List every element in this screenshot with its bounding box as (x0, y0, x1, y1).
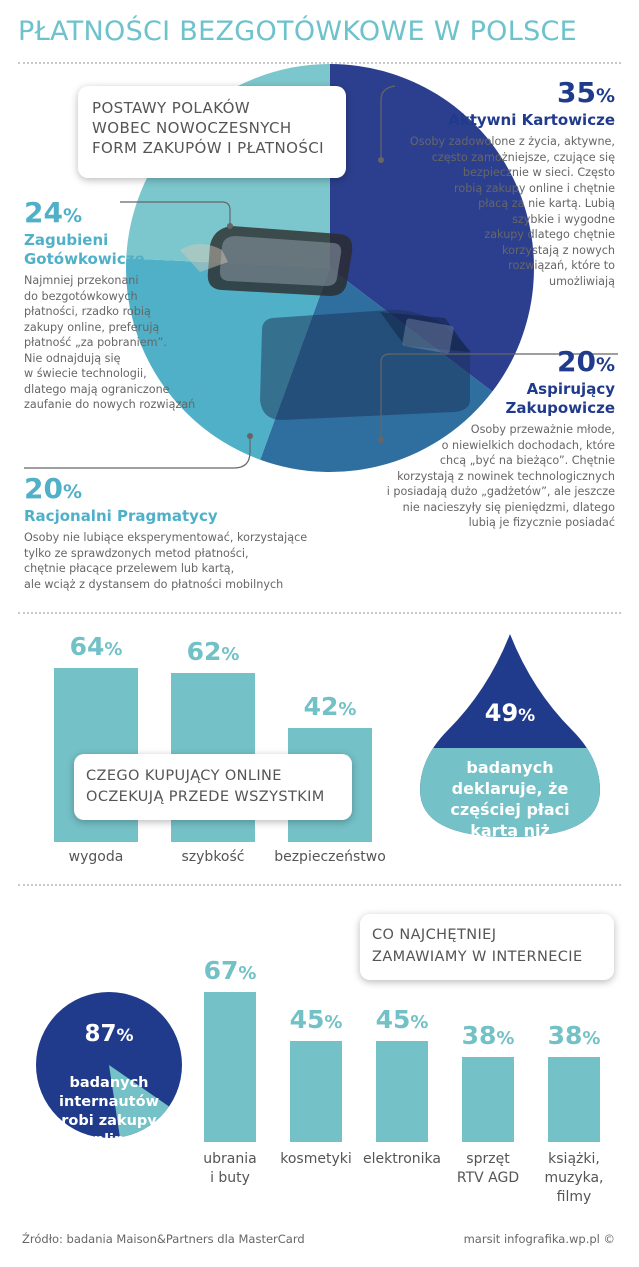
circle-caption: badanych internautów robi zakupy online (59, 1075, 159, 1148)
bar (376, 1041, 428, 1142)
segment-active-card-users (375, 76, 615, 289)
bar-category-label: szybkość (181, 849, 245, 865)
orders-bar-chart (0, 940, 639, 1230)
divider-2 (18, 884, 621, 886)
segment-description: Osoby przeważnie młode, o niewielkich dochodach, które chcą „być na bieżąco”. Chętnie korzystają z nowinek technologicznych i posiadają dużo „gadżetów”, ale jeszcze nie nacieszyły się pieniędzmi, dlatego lubią je fizycznie posiadać (386, 423, 615, 529)
circle-pct: 87% (84, 1021, 134, 1047)
pct-value: 20% (24, 472, 83, 505)
bar-category-label: sprzęt RTV AGD (456, 1151, 520, 1186)
attitudes-box: POSTAWY POLAKÓW WOBEC NOWOCZESNYCH FORM ZAKUPÓW I PŁATNOŚCI (78, 86, 346, 178)
pct-value: 35% (556, 76, 615, 109)
bar-category-label: wygoda (68, 849, 124, 865)
segment-lost-cash-users (24, 196, 224, 413)
bar-category-label: bezpieczeństwo (274, 849, 386, 865)
bar (290, 1041, 342, 1142)
bar-value-label: 38% (547, 1020, 601, 1050)
bar-value-label: 64% (69, 632, 123, 661)
drop-text (412, 678, 608, 883)
bar-category-label: książki, muzyka, filmy (544, 1151, 604, 1205)
bar-value-label: 45% (375, 1005, 429, 1035)
bar-value-label: 62% (186, 637, 240, 667)
segment-rational-pragmatists (24, 472, 344, 592)
bar (462, 1057, 514, 1142)
segment-description: Osoby nie lubiące eksperymentować, korzystające tylko ze sprawdzonych metod płatności, chętnie płacące przelewem lub kartą, ale wciąż z dystansem do płatności mobilnych (24, 531, 308, 591)
bar (204, 992, 256, 1142)
segment-aspiring-shoppers (315, 345, 615, 531)
segment-name: Zagubieni Gotówkowicze (24, 231, 145, 268)
bar-category-label: elektronika (363, 1151, 441, 1167)
bar-value-label: 42% (303, 691, 357, 721)
bar-category-label: ubrania i buty (203, 1151, 257, 1186)
divider-1 (18, 612, 621, 614)
bar-value-label: 67% (203, 956, 257, 985)
drop-caption: badanych deklaruje, że częściej płaci kartą niż gotówką (450, 758, 570, 861)
segment-name: Aspirujący Zakupowicze (505, 380, 615, 417)
segment-name: Aktywni Kartowicze (448, 111, 615, 129)
pct-value: 20% (556, 345, 615, 378)
expectations-box: CZEGO KUPUJĄCY ONLINE OCZEKUJĄ PRZEDE WSZYSTKIM (74, 754, 352, 820)
segment-description: Najmniej przekonani do bezgotówkowych płatności, rzadko robią zakupy online, preferują płatność „za pobraniem”. Nie odnajdują się w świecie technologii, dlatego mają ograniczone zaufanie do nowych rozwiązań (24, 274, 196, 411)
bar-value-label: 38% (461, 1020, 515, 1050)
source-note: Źródło: badania Maison&Partners dla MasterCard (22, 1232, 305, 1246)
drop-pct: 49% (484, 699, 536, 727)
bar (548, 1057, 600, 1142)
segment-description: Osoby zadowolone z życia, aktywne, często zamożniejsze, czujące się bezpiecznie w sieci. Często robią zakupy online i chętnie płacą za nie kartą. Lubią szybkie i wygodne zakupy dlatego chętnie korzystają z nowych rozwiązań, które to umożliwiają (409, 135, 615, 288)
page-title: PŁATNOŚCI BEZGOTÓWKOWE W POLSCE (18, 16, 578, 47)
segment-name: Racjonalni Pragmatycy (24, 507, 218, 525)
credit-note: marsit infografika.wp.pl © (463, 1232, 615, 1246)
bar-value-label: 45% (289, 1005, 343, 1035)
pct-value: 24% (24, 196, 83, 229)
online-orders-box: CO NAJCHĘTNIEJ ZAMAWIAMY W INTERNECIE (360, 914, 614, 980)
bar-category-label: kosmetyki (280, 1151, 352, 1167)
